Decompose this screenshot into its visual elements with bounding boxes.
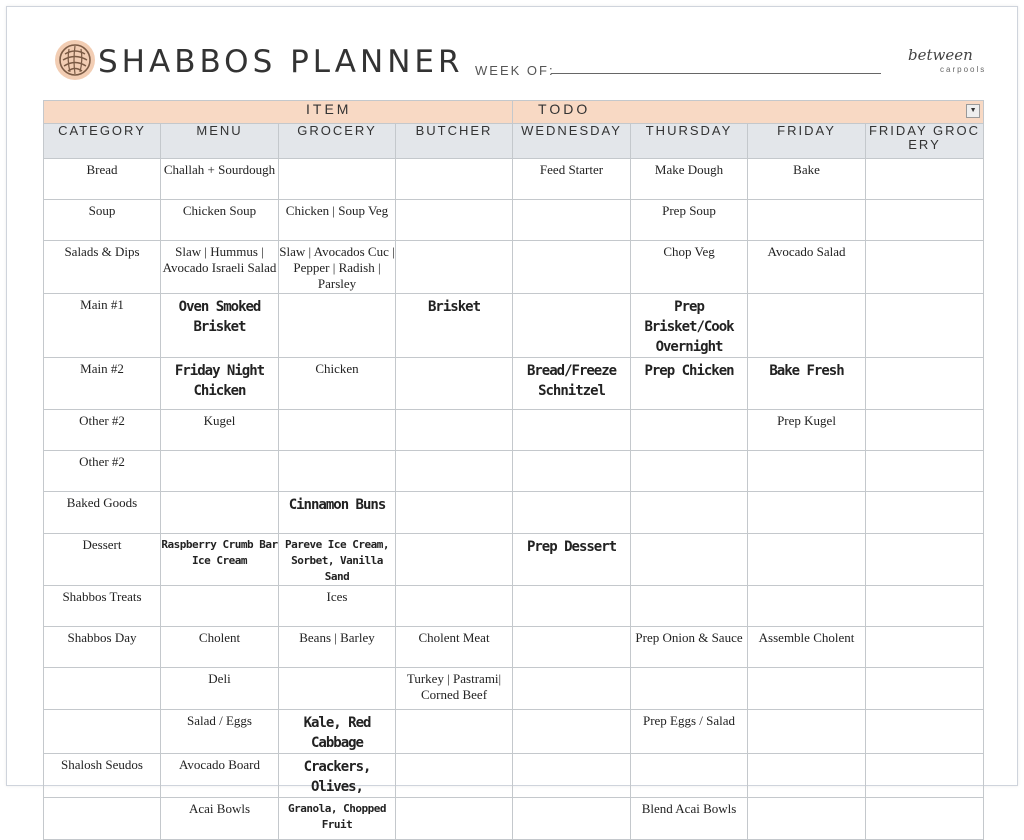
table-cell[interactable]	[866, 534, 984, 586]
week-of-field[interactable]	[551, 73, 881, 74]
table-cell[interactable]: Prep Brisket/Cook Overnight	[631, 294, 748, 358]
table-cell[interactable]	[866, 241, 984, 294]
table-cell[interactable]	[279, 451, 396, 492]
table-cell[interactable]: Make Dough	[631, 159, 748, 200]
table-cell[interactable]	[396, 586, 513, 627]
table-cell[interactable]	[396, 710, 513, 754]
table-cell[interactable]: Cholent Meat	[396, 627, 513, 668]
table-row	[44, 627, 984, 668]
table-cell[interactable]: Ices	[279, 586, 396, 627]
table-row	[44, 358, 984, 410]
table-cell[interactable]	[866, 410, 984, 451]
table-cell[interactable]	[866, 627, 984, 668]
planner-rows	[44, 159, 984, 840]
table-cell[interactable]	[631, 410, 748, 451]
table-cell[interactable]	[396, 241, 513, 294]
table-row	[44, 241, 984, 294]
table-cell[interactable]	[631, 492, 748, 534]
week-of-label: WEEK OF:	[475, 63, 555, 78]
table-cell[interactable]	[513, 710, 631, 754]
table-cell[interactable]	[44, 668, 161, 710]
table-cell[interactable]	[866, 200, 984, 241]
table-cell[interactable]: Prep Soup	[631, 200, 748, 241]
table-cell[interactable]	[631, 534, 748, 586]
col-header-butcher: BUTCHER	[396, 124, 513, 159]
table-cell[interactable]: Prep Eggs / Salad	[631, 710, 748, 754]
table-cell[interactable]	[513, 241, 631, 294]
todo-section-label: TODO	[538, 101, 591, 117]
table-cell[interactable]	[279, 410, 396, 451]
table-cell[interactable]	[748, 294, 866, 358]
table-cell[interactable]	[513, 451, 631, 492]
table-cell[interactable]: Salad / Eggs	[161, 710, 279, 754]
table-cell[interactable]: Bread	[44, 159, 161, 200]
table-cell[interactable]	[396, 492, 513, 534]
table-cell[interactable]	[866, 451, 984, 492]
table-cell[interactable]	[748, 798, 866, 840]
table-cell[interactable]	[44, 798, 161, 840]
col-header-menu: MENU	[161, 124, 279, 159]
table-row	[44, 586, 984, 627]
table-cell[interactable]: Main #2	[44, 358, 161, 410]
table-cell[interactable]: Shalosh Seudos	[44, 754, 161, 798]
table-row	[44, 798, 984, 840]
table-cell[interactable]: Shabbos Day	[44, 627, 161, 668]
table-cell[interactable]	[866, 294, 984, 358]
table-cell[interactable]	[161, 451, 279, 492]
table-cell[interactable]: Chicken Soup	[161, 200, 279, 241]
table-cell[interactable]	[513, 410, 631, 451]
table-cell[interactable]: Avocado Salad	[748, 241, 866, 294]
table-cell[interactable]: Crackers, Olives,	[279, 754, 396, 798]
table-cell[interactable]	[748, 534, 866, 586]
table-row	[44, 159, 984, 200]
brand-logo-line2: carpools	[940, 65, 987, 74]
table-cell[interactable]	[866, 668, 984, 710]
table-row	[44, 492, 984, 534]
table-row	[44, 200, 984, 241]
table-cell[interactable]	[396, 798, 513, 840]
table-cell[interactable]	[748, 710, 866, 754]
table-cell[interactable]	[513, 798, 631, 840]
table-cell[interactable]: Brisket	[396, 294, 513, 358]
table-cell[interactable]: Chop Veg	[631, 241, 748, 294]
table-row	[44, 410, 984, 451]
table-cell[interactable]	[631, 451, 748, 492]
table-cell[interactable]: Oven Smoked Brisket	[161, 294, 279, 358]
table-cell[interactable]	[866, 159, 984, 200]
item-section-header: ITEM	[44, 101, 513, 124]
table-cell[interactable]: Pareve Ice Cream, Sorbet, Vanilla Sand	[279, 534, 396, 586]
table-cell[interactable]	[513, 200, 631, 241]
table-cell[interactable]	[513, 492, 631, 534]
table-cell[interactable]	[396, 754, 513, 798]
table-cell[interactable]	[866, 492, 984, 534]
col-header-thursday: THURSDAY	[631, 124, 748, 159]
table-cell[interactable]: Other #2	[44, 410, 161, 451]
table-cell[interactable]: Feed Starter	[513, 159, 631, 200]
table-cell[interactable]	[748, 586, 866, 627]
table-cell[interactable]: Cholent	[161, 627, 279, 668]
table-cell[interactable]: Deli	[161, 668, 279, 710]
table-cell[interactable]	[631, 668, 748, 710]
table-cell[interactable]: Prep Dessert	[513, 534, 631, 586]
table-row	[44, 754, 984, 798]
table-row	[44, 451, 984, 492]
table-cell[interactable]	[396, 358, 513, 410]
table-cell[interactable]: Raspberry Crumb Bar Ice Cream	[161, 534, 279, 586]
table-cell[interactable]: Acai Bowls	[161, 798, 279, 840]
table-cell[interactable]	[631, 586, 748, 627]
table-cell[interactable]: Main #1	[44, 294, 161, 358]
table-cell[interactable]	[866, 586, 984, 627]
page-title: SHABBOS PLANNER	[98, 44, 464, 80]
table-cell[interactable]: Beans | Barley	[279, 627, 396, 668]
table-cell[interactable]	[279, 159, 396, 200]
table-cell[interactable]	[396, 200, 513, 241]
table-cell[interactable]: Kugel	[161, 410, 279, 451]
table-cell[interactable]: Chicken	[279, 358, 396, 410]
table-row	[44, 668, 984, 710]
col-header-wednesday: WEDNESDAY	[513, 124, 631, 159]
filter-dropdown-icon[interactable]: ▼	[966, 104, 980, 118]
table-cell[interactable]	[631, 754, 748, 798]
table-cell[interactable]	[513, 668, 631, 710]
table-cell[interactable]: Bread/Freeze Schnitzel	[513, 358, 631, 410]
table-cell[interactable]: Bake Fresh	[748, 358, 866, 410]
table-cell[interactable]: Dessert	[44, 534, 161, 586]
table-row	[44, 534, 984, 586]
table-cell[interactable]	[513, 754, 631, 798]
table-cell[interactable]: Prep Kugel	[748, 410, 866, 451]
table-cell[interactable]	[396, 159, 513, 200]
table-cell[interactable]: Challah + Sourdough	[161, 159, 279, 200]
table-cell[interactable]: Assemble Cholent	[748, 627, 866, 668]
col-header-category: CATEGORY	[44, 124, 161, 159]
table-cell[interactable]	[748, 754, 866, 798]
table-cell[interactable]	[866, 710, 984, 754]
table-cell[interactable]: Kale, Red Cabbage	[279, 710, 396, 754]
table-cell[interactable]	[513, 586, 631, 627]
table-cell[interactable]	[396, 534, 513, 586]
table-cell[interactable]	[396, 451, 513, 492]
table-cell[interactable]	[866, 798, 984, 840]
table-cell[interactable]: Slaw | Hummus | Avocado Israeli Salad	[161, 241, 279, 294]
table-cell[interactable]	[866, 754, 984, 798]
table-cell[interactable]	[161, 586, 279, 627]
table-cell[interactable]: Soup	[44, 200, 161, 241]
table-cell[interactable]	[748, 492, 866, 534]
col-header-friday: FRIDAY	[748, 124, 866, 159]
table-cell[interactable]: Prep Chicken	[631, 358, 748, 410]
table-cell[interactable]	[161, 492, 279, 534]
col-header-grocery: GROCERY	[279, 124, 396, 159]
table-cell[interactable]: Slaw | Avocados Cuc | Pepper | Radish | Parsley	[279, 241, 396, 294]
table-cell[interactable]	[44, 710, 161, 754]
challah-logo-icon	[55, 40, 95, 80]
table-cell[interactable]	[279, 294, 396, 358]
table-cell[interactable]	[279, 668, 396, 710]
table-cell[interactable]: Baked Goods	[44, 492, 161, 534]
planner-table	[43, 100, 984, 840]
table-cell[interactable]	[396, 410, 513, 451]
table-cell[interactable]: Granola, Chopped Fruit	[279, 798, 396, 840]
table-cell[interactable]	[513, 294, 631, 358]
table-cell[interactable]	[748, 668, 866, 710]
table-row	[44, 294, 984, 358]
table-cell[interactable]	[513, 627, 631, 668]
table-cell[interactable]: Avocado Board	[161, 754, 279, 798]
table-cell[interactable]: Prep Onion & Sauce	[631, 627, 748, 668]
table-cell[interactable]: Shabbos Treats	[44, 586, 161, 627]
table-cell[interactable]	[748, 200, 866, 241]
brand-logo-line1: between	[908, 46, 973, 64]
col-header-friday-grocery: FRIDAY GROCERY	[866, 124, 984, 159]
table-cell[interactable]: Bake	[748, 159, 866, 200]
table-cell[interactable]	[748, 451, 866, 492]
table-cell[interactable]: Blend Acai Bowls	[631, 798, 748, 840]
table-cell[interactable]: Salads & Dips	[44, 241, 161, 294]
table-cell[interactable]: Turkey | Pastrami| Corned Beef	[396, 668, 513, 710]
table-cell[interactable]: Other #2	[44, 451, 161, 492]
table-cell[interactable]	[866, 358, 984, 410]
table-cell[interactable]: Cinnamon Buns	[279, 492, 396, 534]
table-row	[44, 710, 984, 754]
table-cell[interactable]: Chicken | Soup Veg	[279, 200, 396, 241]
table-cell[interactable]: Friday Night Chicken	[161, 358, 279, 410]
todo-section-header	[513, 101, 984, 124]
